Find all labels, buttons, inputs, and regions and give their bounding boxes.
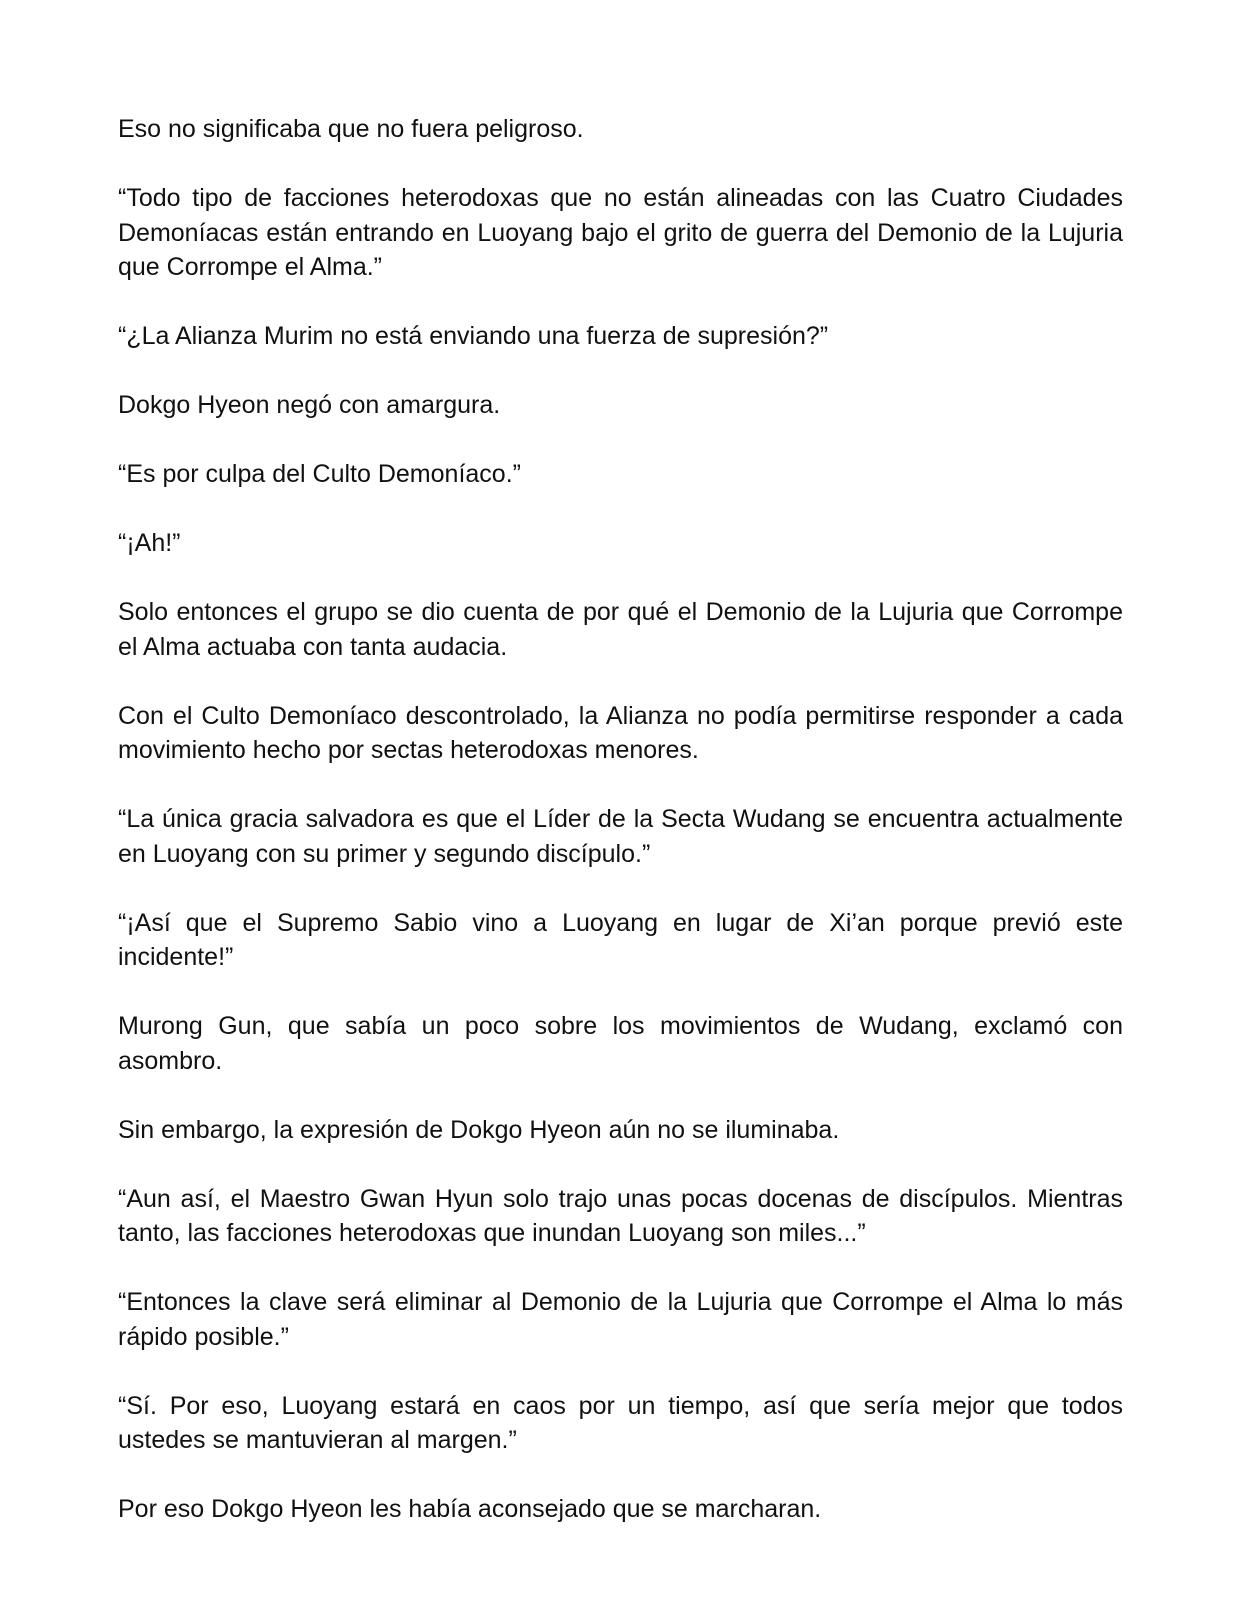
paragraph: Eso no significaba que no fuera peligroso. [118, 115, 584, 143]
paragraph: “¡Ah!” [118, 529, 181, 557]
paragraph: “¡Así que el Supremo Sabio vino a Luoyang en lugar de Xi’an porque previó este incidente!” [118, 908, 1123, 971]
paragraph: “Es por culpa del Culto Demoníaco.” [118, 460, 521, 488]
paragraph: “Aun así, el Maestro Gwan Hyun solo trajo unas pocas docenas de discípulos. Mientras tanto, las facciones heterodoxas que inundan Luoyang son miles...” [118, 1184, 1123, 1247]
paragraph: “¿La Alianza Murim no está enviando una fuerza de supresión?” [118, 322, 829, 350]
paragraph: “Sí. Por eso, Luoyang estará en caos por un tiempo, así que sería mejor que todos ustedes se mantuvieran al margen.” [118, 1391, 1123, 1454]
paragraph: “Entonces la clave será eliminar al Demonio de la Lujuria que Corrompe el Alma lo más rápido posible.” [118, 1288, 1123, 1351]
paragraph: Solo entonces el grupo se dio cuenta de por qué el Demonio de la Lujuria que Corrompe el Alma actuaba con tanta audacia. [118, 598, 1123, 661]
document-body [118, 112, 1123, 1527]
paragraph: Dokgo Hyeon negó con amargura. [118, 391, 501, 419]
paragraph: “Todo tipo de facciones heterodoxas que no están alineadas con las Cuatro Ciudades Demoníacas están entrando en Luoyang bajo el grito de guerra del Demonio de la Lujuria que Corrompe el Alma.” [118, 184, 1123, 281]
paragraph: Sin embargo, la expresión de Dokgo Hyeon aún no se iluminaba. [118, 1115, 840, 1144]
paragraph: Por eso Dokgo Hyeon les había aconsejado que se marcharan. [118, 1495, 822, 1523]
paragraph: “La única gracia salvadora es que el Líder de la Secta Wudang se encuentra actualmente en Luoyang con su primer y segundo discípulo.” [118, 805, 1123, 868]
paragraph: Con el Culto Demoníaco descontrolado, la Alianza no podía permitirse responder a cada movimiento hecho por sectas heterodoxas menores. [118, 701, 1123, 764]
paragraph: Murong Gun, que sabía un poco sobre los movimientos de Wudang, exclamó con asombro. [118, 1012, 1123, 1075]
